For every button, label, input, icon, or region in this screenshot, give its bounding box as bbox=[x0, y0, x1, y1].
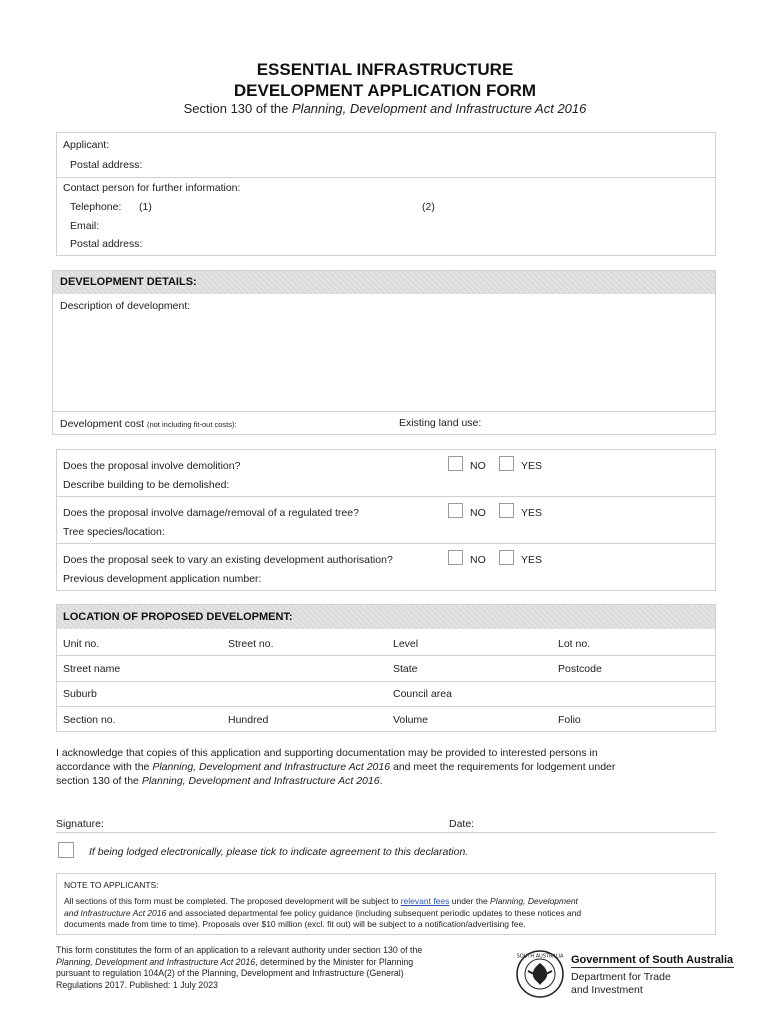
divider bbox=[57, 496, 715, 497]
relevant-fees-link[interactable]: relevant fees bbox=[400, 896, 450, 906]
divider bbox=[57, 706, 715, 707]
vary-followup-label: Previous development application number: bbox=[63, 573, 262, 585]
divider bbox=[57, 543, 715, 544]
description-label: Description of development: bbox=[60, 300, 191, 312]
council-area-label: Council area bbox=[393, 688, 452, 700]
signature-label: Signature: bbox=[56, 818, 104, 830]
note-to-applicants bbox=[56, 873, 716, 935]
level-label: Level bbox=[393, 638, 419, 650]
existing-land-use-label: Existing land use: bbox=[399, 417, 482, 429]
telephone-2-label: (2) bbox=[422, 201, 435, 213]
state-label: State bbox=[393, 663, 418, 675]
development-details-section bbox=[52, 270, 716, 435]
tree-question: Does the proposal involve damage/removal of a regulated tree? bbox=[63, 507, 359, 519]
vary-yes-checkbox[interactable] bbox=[499, 550, 514, 565]
street-name-label: Street name bbox=[63, 663, 121, 675]
department-name: Department for Trade and Investment bbox=[571, 971, 671, 996]
vary-yes-label: YES bbox=[521, 554, 543, 566]
signature-line bbox=[56, 832, 716, 833]
note-body: All sections of this form must be completed. The proposed development will be subject to relevant fees under the Planning, Development and Infrastructure Act 2016 and associated departmental fee policy guidance (including subsequent periodic updates to these notices and documents made from time to time). Proposals over $10 million (excl. fit out) will be subject to a notification/advertising fee. bbox=[64, 896, 582, 929]
location-header: LOCATION OF PROPOSED DEVELOPMENT: bbox=[57, 605, 715, 629]
government-name: Government of South Australia bbox=[571, 954, 734, 966]
date-label: Date: bbox=[449, 818, 475, 830]
note-title: NOTE TO APPLICANTS: bbox=[64, 880, 159, 890]
electronic-agreement-label: If being lodged electronically, please tick to indicate agreement to this declaration. bbox=[89, 846, 469, 858]
folio-label: Folio bbox=[558, 714, 581, 726]
street-no-label: Street no. bbox=[228, 638, 274, 650]
applicant-postal-label: Postal address: bbox=[70, 159, 143, 171]
hundred-label: Hundred bbox=[228, 714, 269, 726]
footer-statement: This form constitutes the form of an application to a relevant authority under section 130 of the Planning, Development and Infrastructure Act 2016, determined by the Minister for Planning pursuant to regulation 104A(2) of the Planning, Development and Infrastructure (General) Regulations 2017. Published: 1 July 2023 bbox=[56, 945, 423, 990]
demolition-no-checkbox[interactable] bbox=[448, 456, 463, 471]
location-section bbox=[56, 604, 716, 732]
unit-no-label: Unit no. bbox=[63, 638, 100, 650]
svg-text:SOUTH AUSTRALIA: SOUTH AUSTRALIA bbox=[516, 953, 564, 960]
contact-postal-label: Postal address: bbox=[70, 238, 143, 250]
demolition-no-label: NO bbox=[470, 460, 486, 472]
divider bbox=[57, 655, 715, 656]
lot-no-label: Lot no. bbox=[558, 638, 591, 650]
postcode-label: Postcode bbox=[558, 663, 602, 675]
form-subtitle: Section 130 of the Planning, Development and Infrastructure Act 2016 bbox=[183, 101, 587, 116]
volume-label: Volume bbox=[393, 714, 429, 726]
divider bbox=[53, 411, 715, 412]
form-title-line1: ESSENTIAL INFRASTRUCTURE bbox=[256, 60, 514, 79]
tree-yes-checkbox[interactable] bbox=[499, 503, 514, 518]
divider bbox=[57, 177, 715, 178]
logo-rule bbox=[571, 967, 734, 968]
demolition-yes-label: YES bbox=[521, 460, 543, 472]
tree-no-checkbox[interactable] bbox=[448, 503, 463, 518]
contact-person-label: Contact person for further information: bbox=[63, 182, 241, 194]
telephone-label: Telephone: bbox=[70, 201, 122, 213]
applicant-section bbox=[56, 132, 716, 256]
section-no-label: Section no. bbox=[63, 714, 116, 726]
demolition-question: Does the proposal involve demolition? bbox=[63, 460, 241, 472]
demolition-followup-label: Describe building to be demolished: bbox=[63, 479, 230, 491]
south-australia-seal-logo bbox=[515, 949, 565, 999]
vary-authorisation-question: Does the proposal seek to vary an existing development authorisation? bbox=[63, 554, 393, 566]
development-details-header: DEVELOPMENT DETAILS: bbox=[53, 271, 715, 294]
vary-no-checkbox[interactable] bbox=[448, 550, 463, 565]
tree-yes-label: YES bbox=[521, 507, 543, 519]
development-cost-label: Development cost (not including fit-out costs): bbox=[60, 418, 237, 430]
form-title-line2: DEVELOPMENT APPLICATION FORM bbox=[233, 81, 537, 100]
telephone-1-label: (1) bbox=[139, 201, 152, 213]
vary-no-label: NO bbox=[470, 554, 486, 566]
suburb-label: Suburb bbox=[63, 688, 97, 700]
tree-no-label: NO bbox=[470, 507, 486, 519]
email-label: Email: bbox=[70, 220, 100, 232]
divider bbox=[57, 681, 715, 682]
applicant-label: Applicant: bbox=[63, 139, 110, 151]
tree-followup-label: Tree species/location: bbox=[63, 526, 165, 538]
demolition-yes-checkbox[interactable] bbox=[499, 456, 514, 471]
questions-section bbox=[56, 449, 716, 591]
acknowledgement-text: I acknowledge that copies of this application and supporting documentation may be provided to interested persons in accordance with the Planning, Development and Infrastructure Act 2016 and meet the requirements for lodgement under section 130 of the Planning, Development and Infrastructure Act 2016. bbox=[56, 747, 616, 787]
electronic-agreement-checkbox[interactable] bbox=[58, 842, 74, 858]
